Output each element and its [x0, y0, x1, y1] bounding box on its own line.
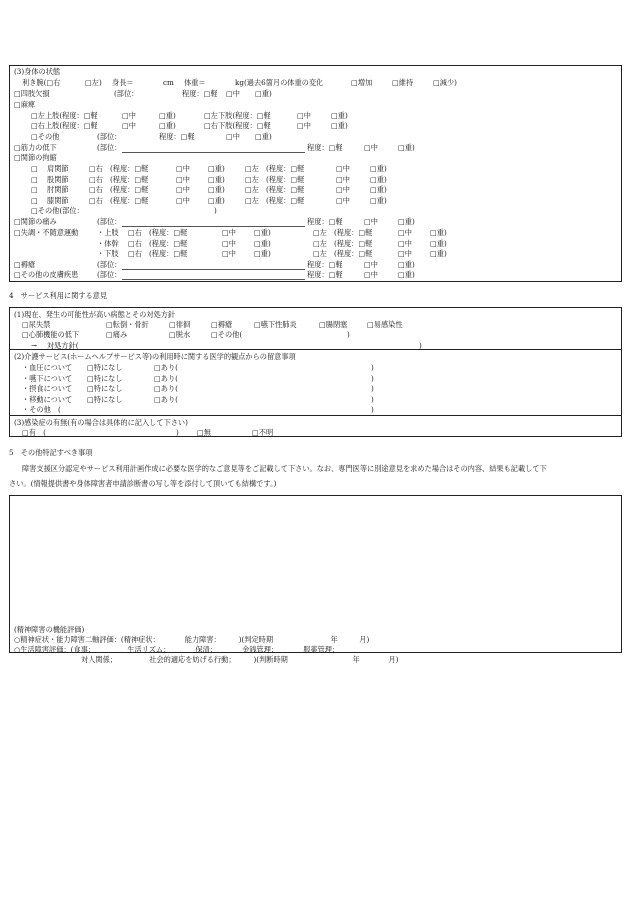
p2-item-close: ) — [371, 373, 374, 383]
p1-condition-checkbox[interactable]: □易感染性 — [367, 320, 403, 329]
joint-left-heavy[interactable]: □重) — [370, 185, 387, 194]
ataxia-right-degree[interactable]: (程度：□軽 — [149, 249, 188, 258]
p3-title: (3)感染症の有無(有の場合は具体的に記入して下さい) — [14, 418, 188, 427]
section4-divider-2 — [9, 415, 622, 416]
joint-name: 肩関節 — [47, 164, 69, 173]
joint-right-heavy[interactable]: □重) — [208, 195, 225, 205]
lower-left-degree[interactable]: □左下肢(程度：□軽 — [204, 111, 271, 120]
contracture-other-close: ) — [214, 206, 217, 215]
p2-item-none[interactable]: □特になし — [87, 384, 123, 393]
ataxia-checkbox[interactable]: □失調・不随意運動 — [14, 228, 79, 237]
upper-left-heavy[interactable]: □重) — [159, 111, 176, 120]
ataxia-left-heavy[interactable]: □重) — [430, 238, 447, 248]
skin-part-line[interactable] — [122, 279, 305, 280]
joint-name: 肘関節 — [47, 185, 69, 194]
joint-name: 膝関節 — [47, 195, 69, 205]
section3-title: (3)身体の状態 — [14, 67, 61, 76]
ataxia-left[interactable]: □左 — [313, 249, 327, 258]
joint-left-degree[interactable]: (程度：□軽 — [266, 164, 305, 173]
joint-left[interactable]: □左 — [245, 164, 259, 173]
joint-right[interactable]: □右 — [89, 164, 103, 173]
ataxia-right-heavy[interactable]: □重) — [254, 238, 271, 248]
joint-left-mid[interactable]: □中 — [336, 174, 350, 184]
upper-right-heavy[interactable]: □重) — [159, 121, 176, 130]
p2-item-some[interactable]: □あり( — [154, 363, 178, 372]
ataxia-right-heavy[interactable]: □重) — [254, 228, 271, 237]
joint-pain-checkbox[interactable]: □関節の痛み — [14, 217, 57, 226]
p1-condition-checkbox[interactable]: □尿失禁 — [22, 320, 51, 329]
p1-other-close: ) — [347, 330, 350, 339]
joint-left-degree[interactable]: (程度：□軽 — [266, 185, 305, 194]
joint-right-heavy[interactable]: □重) — [208, 164, 225, 173]
p1-condition-checkbox[interactable]: □徘徊 — [169, 320, 191, 329]
skin-part: (部位： — [97, 270, 122, 279]
upper-left-degree[interactable]: □左上肢(程度：□軽 — [31, 111, 98, 120]
joint-right-degree[interactable]: (程度：□軽 — [110, 164, 149, 173]
p1-cardio[interactable]: □心肺機能の低下 — [22, 330, 80, 339]
upper-right-mid[interactable]: □中 — [122, 121, 136, 130]
muscle-part-line[interactable] — [122, 152, 305, 153]
p3-yes-close: ) — [176, 428, 179, 437]
p1-policy-close: ) — [419, 341, 422, 350]
bedsore-heavy[interactable]: □重) — [398, 260, 415, 269]
joint-left-mid[interactable]: □中 — [336, 185, 350, 194]
weight-decrease[interactable]: □減少) — [433, 78, 457, 87]
muscle-checkbox[interactable]: □筋力の低下 — [14, 143, 57, 152]
joint-checkbox[interactable]: □ — [31, 164, 38, 173]
paralysis-other-part: (部位： — [97, 132, 122, 141]
joint-pain-degree[interactable]: 程度：□軽 — [307, 217, 343, 226]
lower-right-heavy[interactable]: □重) — [331, 121, 348, 130]
eval-life-disability: ○生活障害評価：(食事； 生活リズム； 保清； 金銭管理； 服薬管理； — [14, 645, 340, 654]
joint-left-heavy[interactable]: □重) — [370, 195, 387, 205]
ataxia-right[interactable]: □右 — [128, 238, 142, 248]
ataxia-left-degree[interactable]: (程度：□軽 — [334, 249, 373, 258]
ataxia-right-mid[interactable]: □中 — [222, 238, 236, 248]
p2-other-close: ) — [371, 405, 374, 414]
bedsore-degree[interactable]: 程度：□軽 — [307, 260, 343, 269]
p2-item-none[interactable]: □特になし — [87, 363, 123, 372]
paralysis-other-checkbox[interactable]: □その他 — [31, 132, 60, 141]
ataxia-part: ・下肢 — [97, 249, 119, 258]
joint-checkbox[interactable]: □ — [31, 195, 38, 205]
section5-heading: 5 その他特記すべき事項 — [9, 448, 93, 457]
ataxia-right-degree[interactable]: (程度：□軽 — [149, 228, 188, 237]
joint-checkbox[interactable]: □ — [31, 174, 38, 184]
p1-other[interactable]: □その他( — [211, 330, 243, 339]
weight-increase[interactable]: □増加 — [351, 78, 373, 87]
p1-condition-checkbox[interactable]: □嚥下性肺炎 — [254, 320, 297, 329]
ataxia-right-mid[interactable]: □中 — [222, 228, 236, 237]
weight-maintain[interactable]: □維持 — [392, 78, 414, 87]
joint-left-degree[interactable]: (程度：□軽 — [266, 195, 305, 205]
joint-right-degree[interactable]: (程度：□軽 — [110, 174, 149, 184]
upper-right-degree[interactable]: □右上肢(程度：□軽 — [31, 121, 98, 130]
p2-item-some[interactable]: □あり( — [154, 394, 178, 404]
p1-title: (1)現在、発生の可能性が高い病態とその対処方針 — [14, 310, 176, 319]
joint-right-mid[interactable]: □中 — [176, 195, 190, 205]
ataxia-left-mid[interactable]: □中 — [398, 249, 412, 258]
muscle-heavy[interactable]: □重) — [398, 143, 415, 152]
muscle-mid[interactable]: □中 — [364, 143, 378, 152]
bedsore-part-line[interactable] — [122, 269, 305, 270]
weight-unit: kg(過去6箇月の体重の変化 — [235, 78, 324, 87]
joint-left-mid[interactable]: □中 — [336, 164, 350, 173]
lower-left-heavy[interactable]: □重) — [331, 111, 348, 120]
p1-arrow-icon: → — [31, 341, 38, 350]
p2-item-close: ) — [371, 384, 374, 393]
section4-heading: 4 サービス利用に関する意見 — [9, 291, 108, 300]
p2-title: (2)介護サービス(ホームヘルプサービス等)の利用時に関する医学的観点からの留意事項 — [14, 352, 296, 361]
joint-right[interactable]: □右 — [89, 174, 103, 184]
joint-left-heavy[interactable]: □重) — [370, 164, 387, 173]
limb-loss-heavy[interactable]: □重) — [255, 89, 272, 98]
p1-pain[interactable]: □痛み — [106, 330, 128, 339]
upper-left-mid[interactable]: □中 — [122, 111, 136, 120]
skin-degree[interactable]: 程度：□軽 — [307, 270, 343, 279]
skin-mid[interactable]: □中 — [364, 270, 378, 279]
joint-right-degree[interactable]: (程度：□軽 — [110, 195, 149, 205]
eval-title: (精神障害の機能評価) — [14, 625, 85, 634]
p1-condition-checkbox[interactable]: □転倒・骨折 — [106, 320, 149, 329]
lower-right-mid[interactable]: □中 — [297, 121, 311, 130]
section5-body-2: さい。(情報提供書や身体障害者申請診断書の写し等を添付して頂いても結構です。) — [9, 479, 277, 488]
skin-heavy[interactable]: □重) — [398, 270, 415, 279]
joint-right-mid[interactable]: □中 — [176, 185, 190, 194]
joint-pain-heavy[interactable]: □重) — [398, 217, 415, 226]
joint-pain-mid[interactable]: □中 — [364, 217, 378, 226]
bedsore-mid[interactable]: □中 — [364, 260, 378, 269]
joint-checkbox[interactable]: □ — [31, 185, 38, 194]
joint-pain-part: (部位： — [97, 217, 122, 226]
handedness-left[interactable]: □左) — [85, 78, 102, 87]
p2-item-label: ・移動について — [22, 394, 73, 404]
paralysis-other-heavy[interactable]: □重) — [255, 132, 272, 141]
lower-left-mid[interactable]: □中 — [297, 111, 311, 120]
ataxia-right-heavy[interactable]: □重) — [254, 249, 271, 258]
ataxia-left[interactable]: □左 — [313, 238, 327, 248]
section5-notes-box[interactable] — [9, 495, 622, 653]
ataxia-right-mid[interactable]: □中 — [222, 249, 236, 258]
p2-item-label: ・血圧について — [22, 363, 73, 372]
joint-right-mid[interactable]: □中 — [176, 174, 190, 184]
joint-right-heavy[interactable]: □重) — [208, 174, 225, 184]
section4-divider-1 — [9, 349, 622, 350]
joint-left[interactable]: □左 — [245, 195, 259, 205]
ataxia-right[interactable]: □右 — [128, 228, 142, 237]
p3-unknown[interactable]: □不明 — [252, 428, 274, 437]
ataxia-left-mid[interactable]: □中 — [398, 228, 412, 237]
ataxia-left-heavy[interactable]: □重) — [430, 228, 447, 237]
weight-label: 体重＝ — [184, 78, 206, 87]
bedsore-part: (部位： — [97, 260, 122, 269]
p2-item-some[interactable]: □あり( — [154, 373, 178, 383]
p2-item-close: ) — [371, 394, 374, 404]
ataxia-left-degree[interactable]: (程度：□軽 — [334, 228, 373, 237]
limb-loss-degree[interactable]: 程度：□軽 — [182, 89, 218, 98]
ataxia-left-mid[interactable]: □中 — [398, 238, 412, 248]
joint-right-degree[interactable]: (程度：□軽 — [110, 185, 149, 194]
ataxia-part: ・上肢 — [97, 228, 119, 237]
bedsore-checkbox[interactable]: □褥瘡 — [14, 260, 36, 269]
muscle-degree[interactable]: 程度：□軽 — [307, 143, 343, 152]
joint-pain-part-line[interactable] — [122, 226, 305, 227]
paralysis-other-mid[interactable]: □中 — [226, 132, 240, 141]
p3-no[interactable]: □無 — [197, 428, 211, 437]
joint-right-mid[interactable]: □中 — [176, 164, 190, 173]
p1-policy-label: 対処方針( — [47, 341, 79, 350]
height-label: 身長＝ — [112, 78, 134, 87]
paralysis-checkbox[interactable]: □麻痺 — [14, 100, 36, 109]
joint-right-heavy[interactable]: □重) — [208, 185, 225, 194]
p1-condition-checkbox[interactable]: □腸閉塞 — [319, 320, 348, 329]
p1-condition-checkbox[interactable]: □褥瘡 — [211, 320, 233, 329]
ataxia-left-heavy[interactable]: □重) — [430, 249, 447, 258]
limb-loss-part: (部位： — [114, 89, 139, 98]
ataxia-left[interactable]: □左 — [313, 228, 327, 237]
joint-name: 股関節 — [47, 174, 69, 184]
lower-right-degree[interactable]: □右下肢(程度：□軽 — [204, 121, 271, 130]
joint-right[interactable]: □右 — [89, 195, 103, 205]
p2-item-label: ・嚥下について — [22, 373, 73, 383]
p2-other[interactable]: ・その他 ( — [22, 405, 61, 414]
p1-dehydration[interactable]: □脱水 — [169, 330, 191, 339]
limb-loss-mid[interactable]: □中 — [226, 89, 240, 98]
p2-item-none[interactable]: □特になし — [87, 373, 123, 383]
handedness-right[interactable]: 利き腕(□右 — [22, 78, 61, 87]
p2-item-some[interactable]: □あり( — [154, 384, 178, 393]
p2-item-close: ) — [371, 363, 374, 372]
ataxia-right-degree[interactable]: (程度：□軽 — [149, 238, 188, 248]
skin-checkbox[interactable]: □その他の皮膚疾患 — [14, 270, 79, 279]
joint-left-degree[interactable]: (程度：□軽 — [266, 174, 305, 184]
limb-loss-checkbox[interactable]: □四肢欠損 — [14, 89, 50, 98]
section5-body-1: 障害支援区分認定やサービス利用計画作成に必要な医学的なご意見等をご記載して下さい。なお、専門医等に別途意見を求めた場合はその内容、結果も記載して下 — [22, 464, 547, 473]
eval-social: 対人関係； 社会的適応を妨げる行動； )(判断時期 年 月) — [81, 655, 399, 664]
ataxia-right[interactable]: □右 — [128, 249, 142, 258]
eval-psychiatric: ○精神症状・能力障害二軸評価：(精神症状： 能力障害： )(判定時期 年 月) — [14, 635, 370, 644]
p2-item-label: ・摂食について — [22, 384, 73, 393]
joint-left-mid[interactable]: □中 — [336, 195, 350, 205]
contracture-checkbox[interactable]: □関節の拘縮 — [14, 153, 57, 162]
p2-item-none[interactable]: □特になし — [87, 394, 123, 404]
joint-left[interactable]: □左 — [245, 185, 259, 194]
ataxia-left-degree[interactable]: (程度：□軽 — [334, 238, 373, 248]
joint-right[interactable]: □右 — [89, 185, 103, 194]
muscle-part: (部位： — [97, 143, 122, 152]
paralysis-other-degree[interactable]: 程度：□軽 — [159, 132, 195, 141]
ataxia-part: ・体幹 — [97, 238, 119, 248]
height-unit: cm — [163, 78, 174, 87]
p3-yes[interactable]: □有 ( — [22, 428, 46, 437]
contracture-other[interactable]: □その他(部位： — [31, 206, 84, 215]
joint-left-heavy[interactable]: □重) — [370, 174, 387, 184]
joint-left[interactable]: □左 — [245, 174, 259, 184]
